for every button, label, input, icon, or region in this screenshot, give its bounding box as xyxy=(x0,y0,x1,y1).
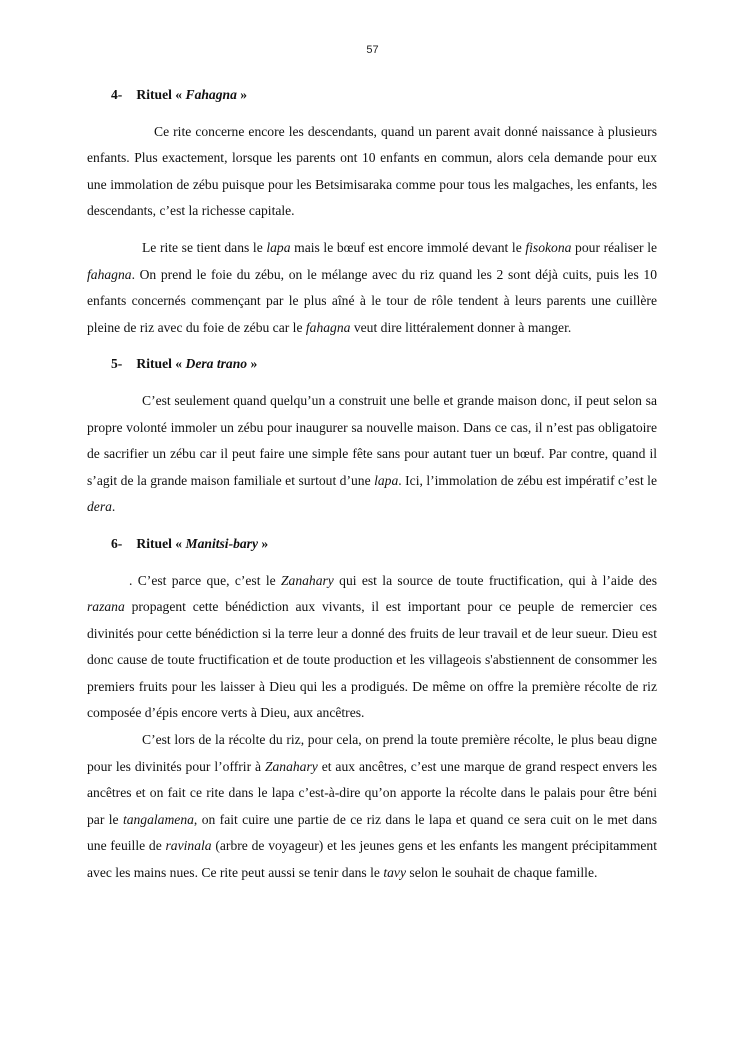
italic-term: tavy xyxy=(383,865,406,881)
section-title: Manitsi-bary xyxy=(185,535,259,551)
section-prefix: Rituel « xyxy=(136,87,186,102)
page-number: 57 xyxy=(366,44,379,56)
section-number: 6- xyxy=(111,535,123,551)
text-run: C’est lors de la récolte du riz, pour cela, on prend la toute première récolte, le plus beau digne pour les divinités pour l’offrir à xyxy=(87,732,657,774)
text-run: propagent cette bénédiction aux vivants, il est important pour ce peuple de remercier ces divinités pour cette bénédiction si la terre leur a donné des fruits de leur travail et de leur sueur. Dieu est donc cause de toute fructification et de toute production et les villageois s'abstiennent de consommer les premiers fruits pour les laisser à Dieu qui les a prodigués. De même on offre la première récolte de riz composée d’épis encore verts à Dieu, aux ancêtres. xyxy=(87,599,657,721)
italic-term: fahagna xyxy=(87,266,132,282)
text-run: , on fait cuire une partie de ce riz dans le lapa et quand ce sera cuit on le met dans une feuille de xyxy=(87,811,657,854)
text-run: qui est la source de toute fructification, qui à l’aide des xyxy=(333,572,658,588)
text-run: C’est seulement quand quelqu’un a construit une belle et grande maison donc, iI peut selon sa propre volonté immoler un zébu pour inaugurer sa nouvelle maison. Dans ce cas, il n’est pas obligatoire de sacrifier un zébu car il peut faire une simple fête sans pour autant tuer un bœuf. Par contre, quand il s’agit de la grande maison familiale et surtout d’une xyxy=(87,392,657,488)
italic-term: tangalamena xyxy=(122,811,194,827)
text-run: (arbre de voyageur) et les jeunes gens et les enfants les mangent précipitamment avec les mains nues. Ce rite peut aussi se tenir dans le xyxy=(87,838,658,881)
paragraph xyxy=(87,235,657,341)
section-heading-dera-trano xyxy=(87,351,657,378)
italic-term: fahagna xyxy=(305,319,351,335)
text-run: mais le bœuf est encore immolé devant le xyxy=(290,239,526,255)
text-run: selon le souhait de chaque famille. xyxy=(406,865,598,881)
text-run: Ce rite concerne encore les descendants, quand un parent avait donné naissance à plusieurs enfants. Plus exactement, lorsque les parents ont 10 enfants en commun, alors cela demande pour eux une immolation de zébu puisque pour les Betsimisaraka comme pour tous les malgaches, les enfants, les descendants, c’est la richesse capitale. xyxy=(87,123,657,219)
text-run: . Ici, l’immolation de zébu est impératif c’est le xyxy=(398,472,657,488)
text-run: . On prend le foie du zébu, on le mélange avec du riz quand les 2 sont déjà cuits, puis les 10 enfants concernés commençant par le plus aîné à le tour de rôle tendent à leurs parents une cuillère pleine de riz avec du foie de zébu car le xyxy=(87,266,657,335)
section-title: Fahagna xyxy=(185,87,237,102)
section-prefix: Rituel « xyxy=(136,356,186,372)
text-run: . xyxy=(111,499,116,515)
italic-term: lapa xyxy=(374,472,399,488)
section-number: 5- xyxy=(111,356,123,372)
italic-term: fisokona xyxy=(525,239,572,255)
text-run: pour réaliser le xyxy=(571,239,658,255)
paragraph xyxy=(87,119,657,225)
italic-term: Zanahary xyxy=(280,572,334,588)
paragraph xyxy=(87,388,657,521)
section-heading-fahagna xyxy=(87,82,657,109)
text-run: et aux ancêtres, c’est une marque de grand respect envers les ancêtres et on fait ce rite dans le lapa c’est-à-dire qu’on apporte la récolte dans le palais pour être béni par le xyxy=(87,758,657,827)
section-suffix: » xyxy=(258,535,269,551)
text-run: Le rite se tient dans le xyxy=(142,239,267,255)
text-run: . C’est parce que, c’est le xyxy=(129,572,281,588)
italic-term: Zanahary xyxy=(264,758,318,774)
text-run: veut dire littéralement donner à manger. xyxy=(350,319,572,335)
italic-term: dera xyxy=(87,499,112,515)
paragraph xyxy=(87,727,657,887)
paragraph xyxy=(87,568,657,728)
section-suffix: » xyxy=(236,87,248,102)
document-body xyxy=(87,82,657,887)
italic-term: ravinala xyxy=(165,838,212,854)
section-heading-manitsi-bary xyxy=(87,531,657,558)
section-number: 4- xyxy=(111,87,123,102)
section-title: Dera trano xyxy=(185,356,248,372)
section-prefix: Rituel « xyxy=(136,535,186,551)
italic-term: razana xyxy=(87,599,125,615)
italic-term: lapa xyxy=(266,239,291,255)
section-suffix: » xyxy=(247,356,258,372)
